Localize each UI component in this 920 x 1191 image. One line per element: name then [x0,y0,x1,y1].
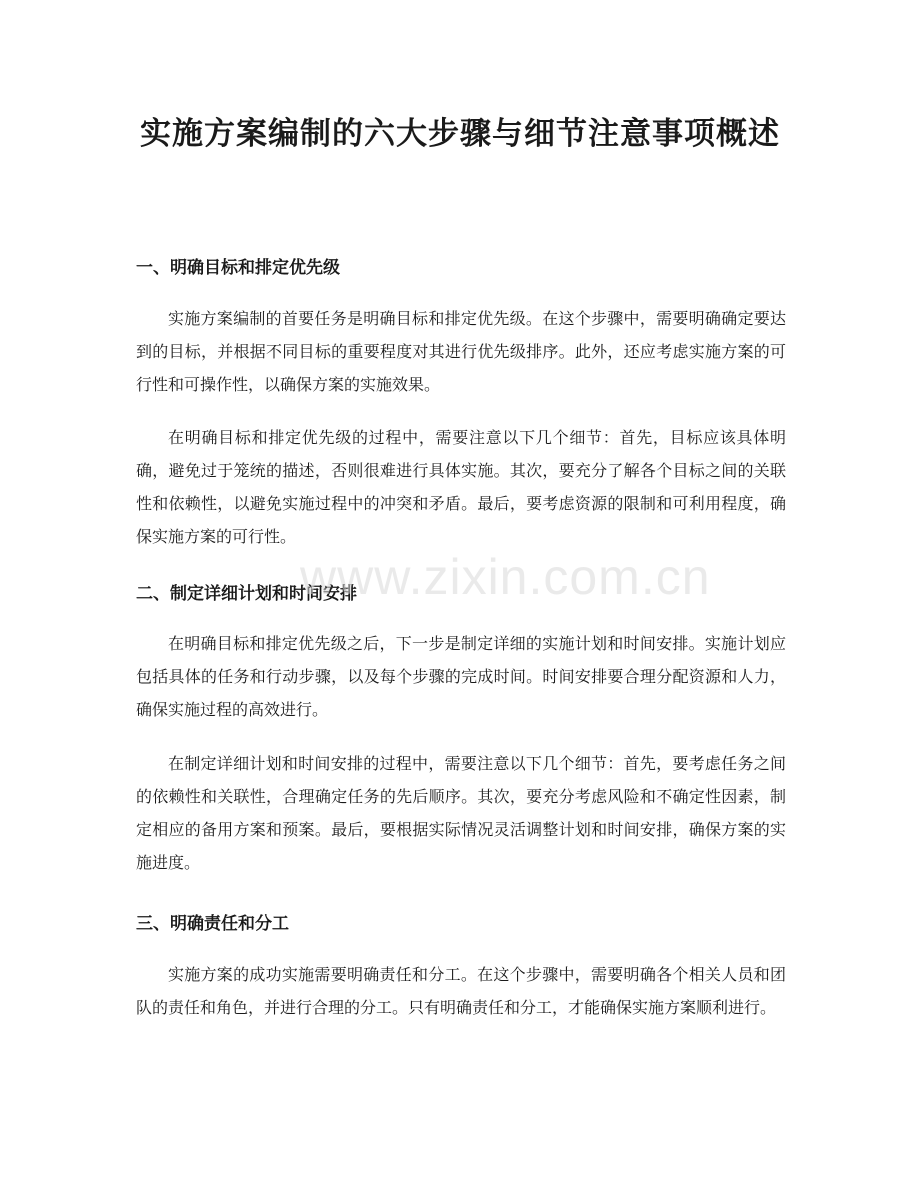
section-1-paragraph-2: 在明确目标和排定优先级的过程中，需要注意以下几个细节：首先，目标应该具体明确，避免过于笼统的描述，否则很难进行具体实施。其次，要充分了解各个目标之间的关联性和依赖性，以避免实施过程中的冲突和矛盾。最后，要考虑资源的限制和可利用程度，确保实施方案的可行性。 [136,428,786,546]
section-heading-2: 二、制定详细计划和时间安排 [136,584,357,604]
document-title: 实施方案编制的六大步骤与细节注意事项概述 [140,116,780,152]
section-1-paragraph-1: 实施方案编制的首要任务是明确目标和排定优先级。在这个步骤中，需要明确确定要达到的目标，并根据不同目标的重要程度对其进行优先级排序。此外，还应考虑实施方案的可行性和可操作性，以确保方案的实施效果。 [136,309,786,394]
section-2-paragraph-2: 在制定详细计划和时间安排的过程中，需要注意以下几个细节：首先，要考虑任务之间的依赖性和关联性，合理确定任务的先后顺序。其次，要充分考虑风险和不确定性因素，制定相应的备用方案和预案。最后，要根据实际情况灵活调整计划和时间安排，确保方案的实施进度。 [136,754,786,872]
section-heading-1: 一、明确目标和排定优先级 [136,258,340,278]
watermark: www.zixin.com.cn [300,549,711,605]
section-3-paragraph-1: 实施方案的成功实施需要明确责任和分工。在这个步骤中，需要明确各个相关人员和团队的责任和角色，并进行合理的分工。只有明确责任和分工，才能确保实施方案顺利进行。 [136,965,786,1017]
section-heading-3: 三、明确责任和分工 [136,914,289,934]
section-2-paragraph-1: 在明确目标和排定优先级之后，下一步是制定详细的实施计划和时间安排。实施计划应包括具体的任务和行动步骤，以及每个步骤的完成时间。时间安排要合理分配资源和人力，确保实施过程的高效进行。 [136,634,786,719]
